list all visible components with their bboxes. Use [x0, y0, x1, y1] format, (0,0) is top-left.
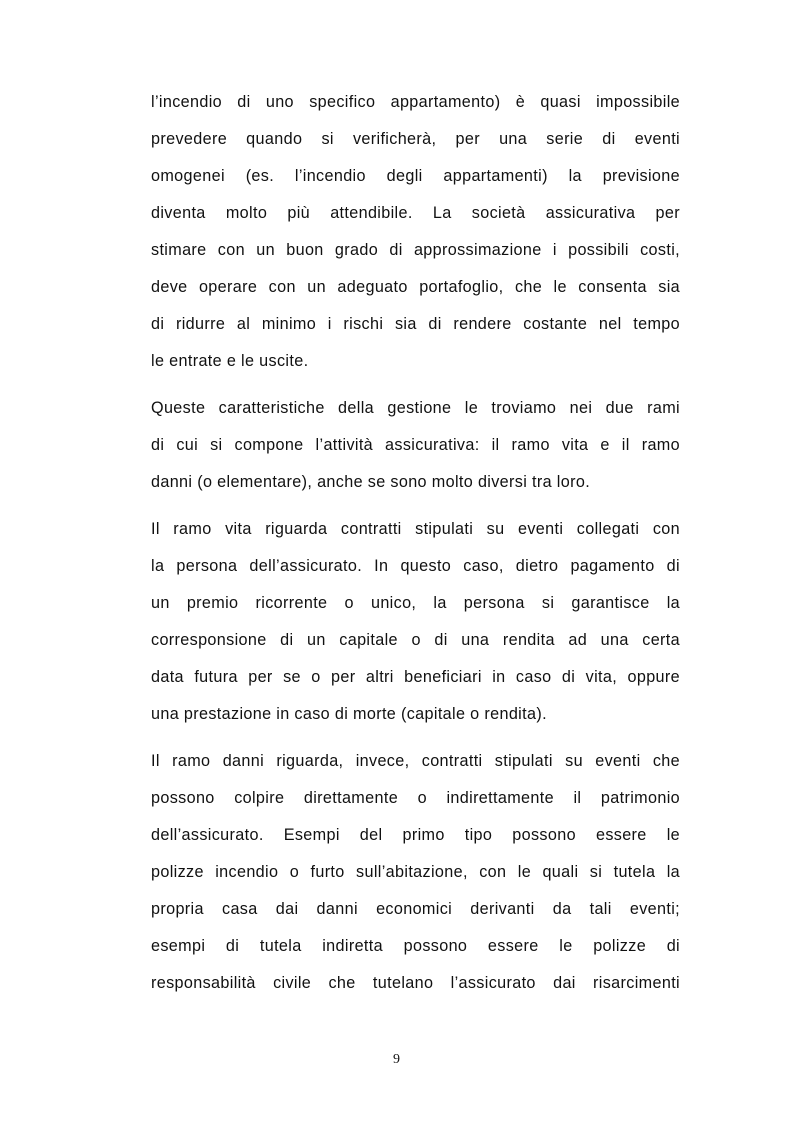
text-line: polizze incendio o furto sull’abitazione, con le quali si tutela la — [151, 863, 680, 881]
paragraph — [151, 743, 680, 1002]
text-line: corresponsione di un capitale o di una rendita ad una certa — [151, 631, 680, 649]
paragraph — [151, 390, 680, 501]
text-line: prevedere quando si verificherà, per una serie di eventi — [151, 130, 680, 148]
text-line: propria casa dai danni economici derivanti da tali eventi; — [151, 900, 680, 918]
text-line: omogenei (es. l’incendio degli appartamenti) la previsione — [151, 167, 680, 185]
text-line: possono colpire direttamente o indirettamente il patrimonio — [151, 789, 680, 807]
paragraph — [151, 84, 680, 380]
text-line: la persona dell’assicurato. In questo caso, dietro pagamento di — [151, 557, 680, 575]
text-line: di cui si compone l’attività assicurativa: il ramo vita e il ramo — [151, 436, 680, 454]
text-line: una prestazione in caso di morte (capitale o rendita). — [151, 705, 547, 723]
text-line: le entrate e le uscite. — [151, 352, 309, 370]
text-line: diventa molto più attendibile. La società assicurativa per — [151, 204, 680, 222]
text-line: di ridurre al minimo i rischi sia di rendere costante nel tempo — [151, 315, 680, 333]
text-line: data futura per se o per altri beneficiari in caso di vita, oppure — [151, 668, 680, 686]
text-line: Il ramo danni riguarda, invece, contratti stipulati su eventi che — [151, 752, 680, 770]
text-line: danni (o elementare), anche se sono molto diversi tra loro. — [151, 473, 591, 491]
text-line: l’incendio di uno specifico appartamento) è quasi impossibile — [151, 93, 680, 111]
text-line: dell’assicurato. Esempi del primo tipo possono essere le — [151, 826, 680, 844]
paragraph — [151, 511, 680, 733]
text-line: un premio ricorrente o unico, la persona si garantisce la — [151, 594, 680, 612]
page-number: 9 — [393, 1052, 400, 1067]
text-line: deve operare con un adeguato portafoglio, che le consenta sia — [151, 278, 680, 296]
body-text — [151, 84, 680, 1012]
text-line: stimare con un buon grado di approssimazione i possibili costi, — [151, 241, 680, 259]
text-line: esempi di tutela indiretta possono essere le polizze di — [151, 937, 680, 955]
text-line: Queste caratteristiche della gestione le troviamo nei due rami — [151, 399, 680, 417]
text-line: Il ramo vita riguarda contratti stipulati su eventi collegati con — [151, 520, 680, 538]
text-line: responsabilità civile che tutelano l’assicurato dai risarcimenti — [151, 974, 680, 992]
